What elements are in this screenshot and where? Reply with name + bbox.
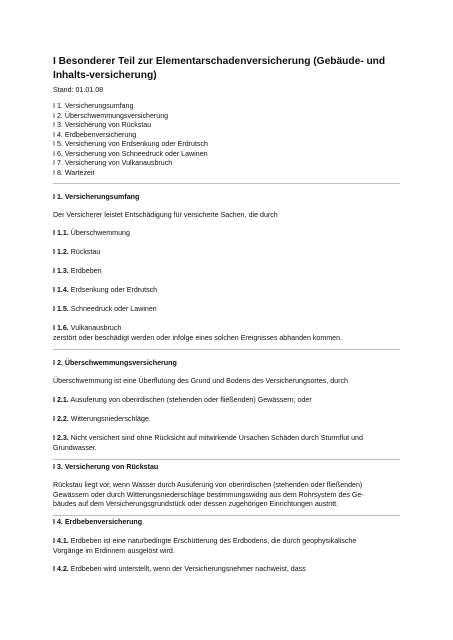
- section-divider: [53, 515, 400, 516]
- item-text: Überschwemmung: [70, 229, 130, 237]
- item-number: I 1.4.: [53, 286, 69, 294]
- section-divider: [53, 349, 400, 350]
- item-number: I 4.2.: [53, 565, 69, 573]
- item-text: Erdbeben: [70, 267, 102, 275]
- item-text: Erdbeben ist eine naturbedingte Erschütterung des Erdbodens, die durch geophysikalische: [70, 537, 357, 545]
- item-text: Erdbeben wird unterstellt, wenn der Versicherungsnehmer nachweist, dass: [70, 565, 306, 573]
- item-text: Vulkanausbruch: [70, 324, 122, 332]
- toc-item: I 6. Versicherung von Schneedruck oder Lawinen: [53, 149, 208, 158]
- item-number: I 2.3.: [53, 434, 69, 442]
- list-item: [53, 396, 312, 405]
- item-text: Witterungsniederschläge.: [70, 415, 151, 423]
- paragraph-line: Grundwasser.: [53, 443, 97, 452]
- item-text: Nicht versichert sind ohne Rücksicht auf mitwirkende Ursachen Schäden durch Sturmflut und: [70, 434, 363, 442]
- list-item: [53, 434, 363, 443]
- toc-item: I 4. Erdbebenversicherung: [53, 130, 137, 139]
- toc-item: I 1. Versicherungsumfang: [53, 102, 134, 110]
- section-heading-i1: I 1. Versicherungsumfang: [53, 193, 140, 201]
- item-number: I 1.3.: [53, 267, 69, 275]
- item-text: Rückstau: [70, 248, 101, 256]
- list-item: [53, 415, 151, 424]
- list-item: [53, 267, 102, 276]
- paragraph: Überschwemmung ist eine Überflutung des Grund und Bodens des Versicherungsortes, durch: [53, 377, 348, 385]
- item-number: I 4.1.: [53, 537, 69, 545]
- toc-item: I 2. Überschwemmungsversicherung: [53, 111, 169, 120]
- list-item: [53, 286, 157, 295]
- paragraph-line: Gewässern oder durch Witterungsniederschläge bestimmungswidrig aus dem Rohrsystem des Ge-: [53, 490, 364, 499]
- toc-item: I 7. Versicherung von Vulkanausbruch: [53, 159, 173, 167]
- section-divider: [53, 459, 400, 460]
- list-item: [53, 565, 306, 574]
- toc-item: I 3. Versicherung von Rückstau: [53, 121, 152, 129]
- item-number: I 1.2.: [53, 248, 69, 256]
- list-item: [53, 248, 100, 257]
- item-number: I 1.6.: [53, 324, 69, 332]
- item-number: I 2.2.: [53, 415, 69, 423]
- toc-item: I 5. Versicherung von Erdsenkung oder Erdrutsch: [53, 140, 208, 148]
- paragraph: Der Versicherer leistet Entschädigung für versicherte Sachen, die durch: [53, 211, 278, 219]
- toc-item: I 8. Wartezeit: [53, 168, 95, 177]
- paragraph-line: Rückstau liegt vor, wenn Wasser durch Ausuferung von oberirdischen (stehenden oder fließenden): [53, 481, 363, 489]
- section-heading-i4: I 4. Erdbebenversicherung: [53, 518, 143, 526]
- item-text: Ausuferung von oberirdischen (stehenden oder fließenden) Gewässern; oder: [70, 396, 312, 404]
- item-text: Erdsenkung oder Erdrutsch: [70, 286, 158, 294]
- list-item: [53, 537, 356, 546]
- paragraph-line: bäudes auf dem Versicherungsgrundstück oder dessen zugehörigen Einrichtungen austritt.: [53, 500, 339, 508]
- item-number: I 1.1.: [53, 229, 69, 237]
- item-number: I 2.1.: [53, 396, 69, 404]
- paragraph: zerstört oder beschädigt werden oder infolge eines solchen Ereignisses abhanden kommen.: [53, 333, 343, 342]
- list-item: [53, 305, 157, 314]
- section-heading-i2: I 2. Überschwemmungsversicherung: [53, 359, 177, 367]
- list-item: [53, 324, 121, 333]
- section-divider: [53, 183, 400, 184]
- paragraph-line: Vorgänge im Erdinnern ausgelöst wird.: [53, 546, 175, 555]
- section-heading-i3: I 3. Versicherung von Rückstau: [53, 463, 159, 471]
- page-title: I Besonderer Teil zur Elementarschadenversicherung (Gebäude- und Inhalts-versicherung): [53, 56, 386, 81]
- stand-date: Stand: 01.01.08: [53, 86, 104, 94]
- list-item: [53, 229, 130, 238]
- item-number: I 1.5.: [53, 305, 69, 313]
- item-text: Schneedruck oder Lawinen: [70, 305, 157, 313]
